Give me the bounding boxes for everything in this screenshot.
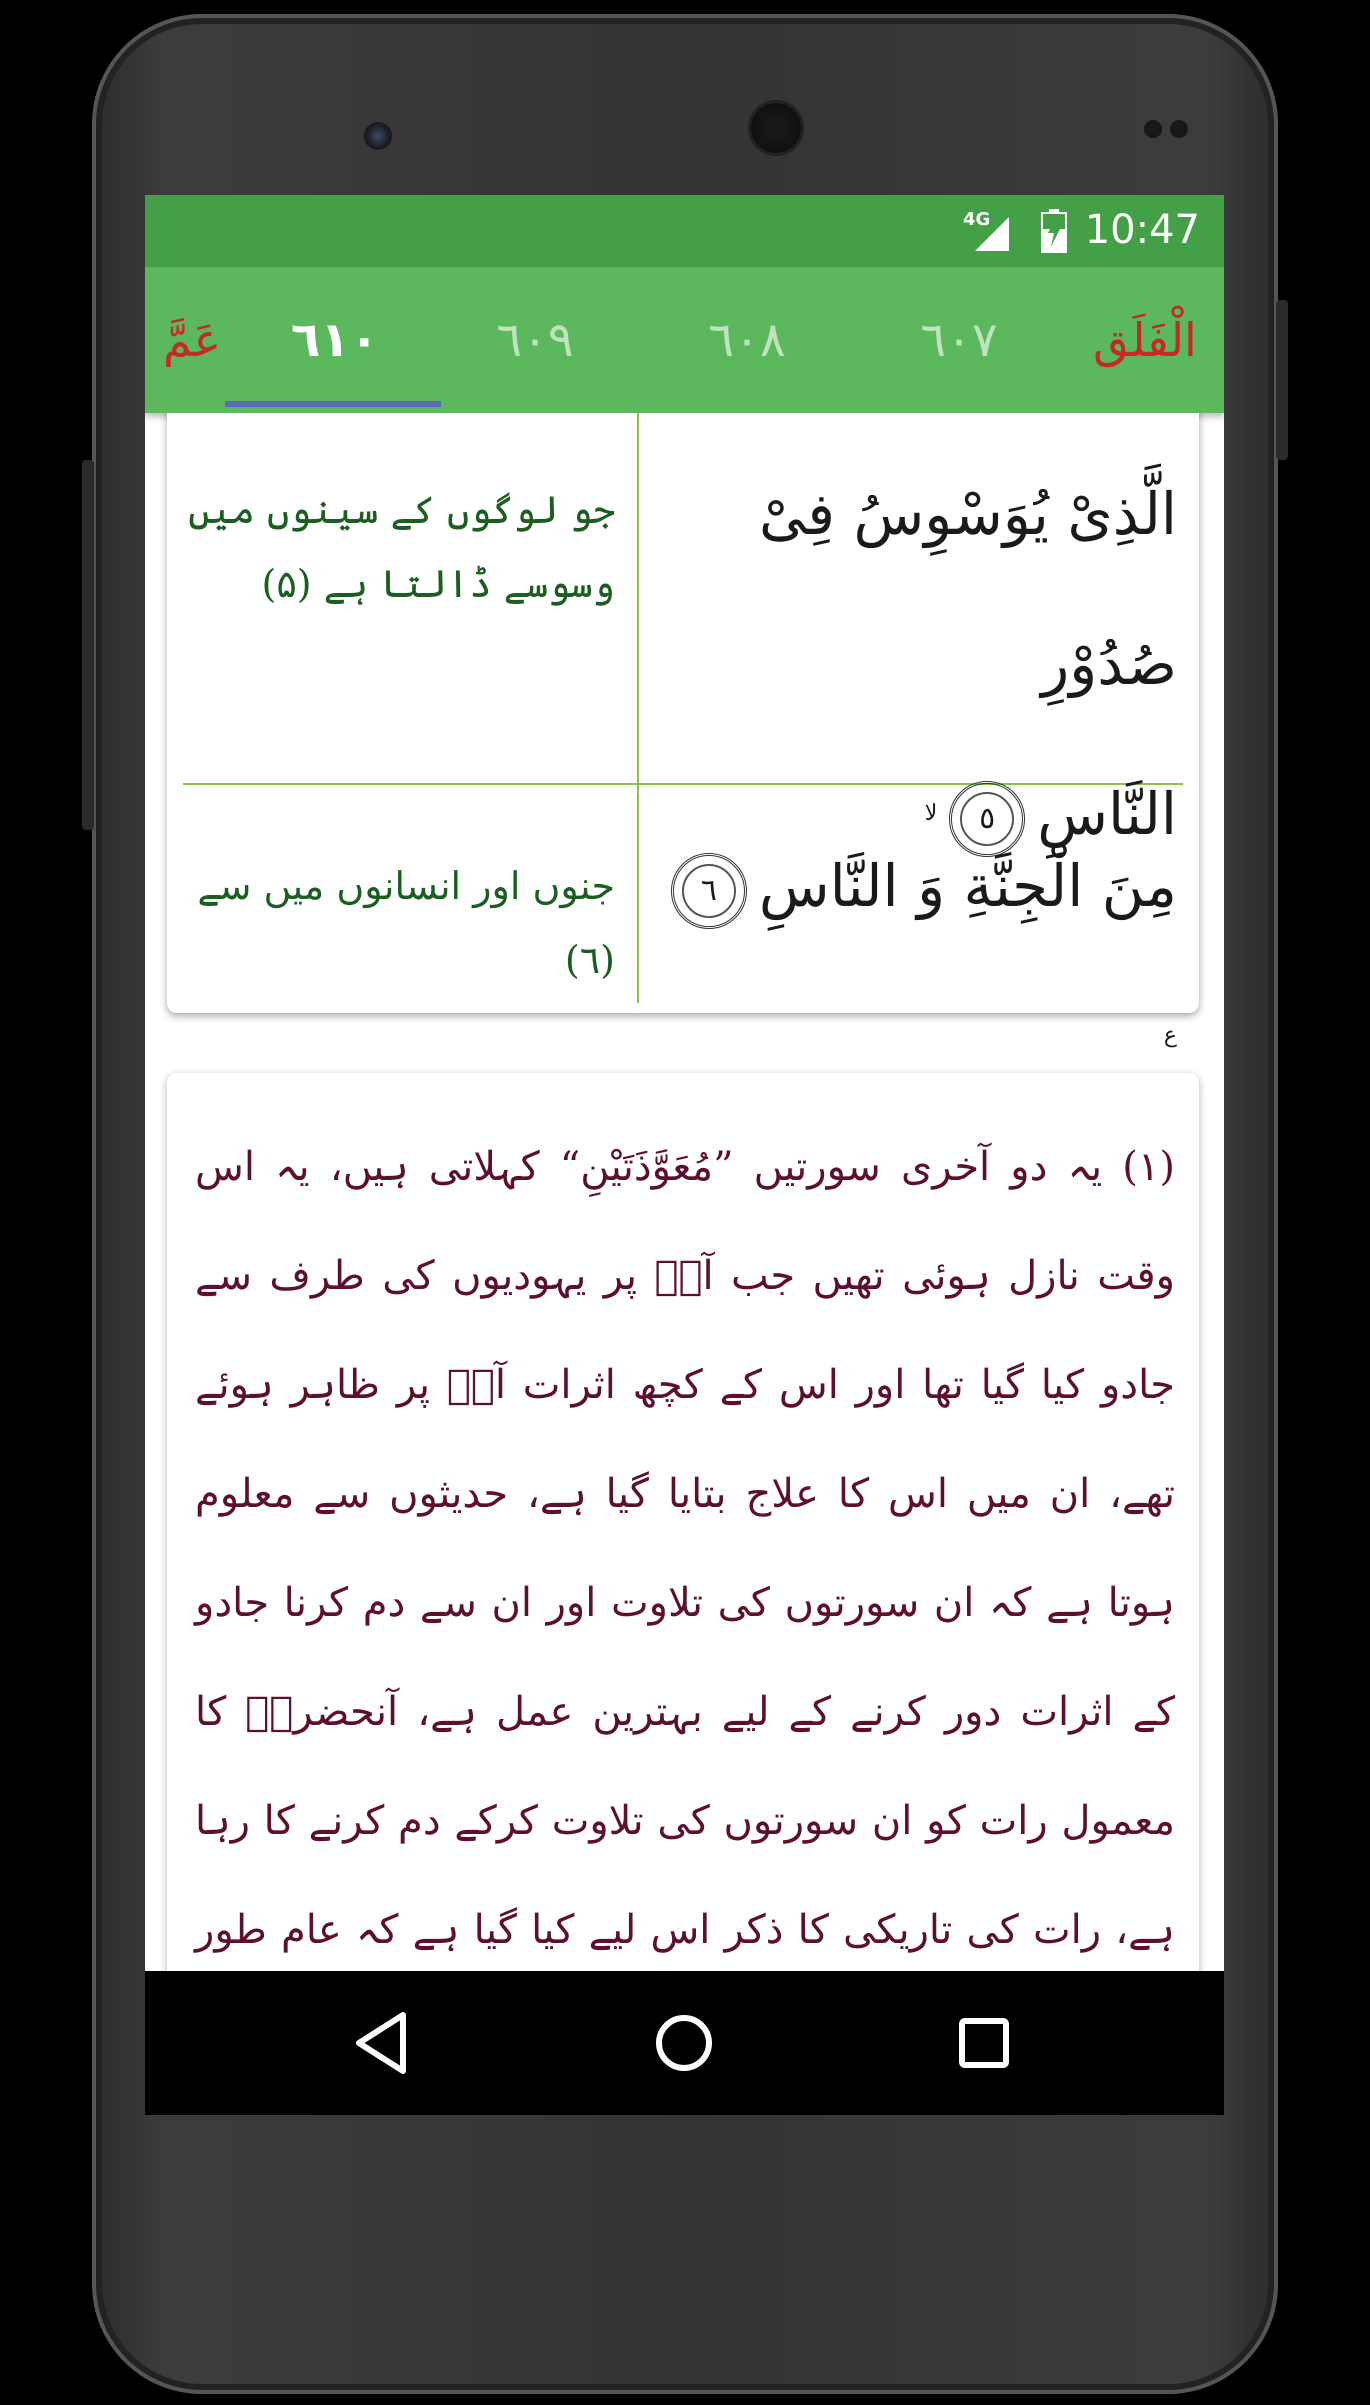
commentary-card xyxy=(167,1073,1199,2115)
tab-page-608[interactable]: ٦٠٨ xyxy=(708,312,786,368)
clock: 10:47 xyxy=(1084,207,1200,253)
verse-arabic xyxy=(657,811,1177,1111)
ayah-number: ٦ xyxy=(700,872,717,908)
network-type: 4G xyxy=(963,209,991,230)
reading-pane[interactable] xyxy=(145,413,1224,2115)
tab-page-609[interactable]: ٦٠٩ xyxy=(496,312,574,368)
page-tab-bar xyxy=(145,267,1224,413)
verse-arabic-line: مِنَ الْجِنَّةِ وَ النَّاسِ xyxy=(758,852,1177,920)
tab-surah-amma[interactable]: عَمَّ xyxy=(162,313,222,367)
tab-surah-falaq[interactable]: الْفَلَق xyxy=(1093,313,1197,367)
active-tab-indicator xyxy=(225,401,441,407)
commentary-text: (۱) یہ دو آخری سورتیں ”مُعَوَّذَتَیْنِ“ کہلاتی ہیں، یہ اس وقت نازل ہوئی تھیں جب آپؐ پر یہودیوں کی طرف سے جادو کیا گیا تھا اور اس کے کچھ اثرات آپؐ پر ظاہر ہوئے تھے، ان میں اس کا علاج بتایا گیا ہے، حدیثوں سے معلوم ہوتا ہے کہ ان سورتوں کی تلاوت اور ان سے دم کرنا جادو کے اثرات دور کرنے کے لیے بہترین عمل ہے، آنحضرتؐ کا معمول رات کو ان سورتوں کی تلاوت کرکے دم کرنے کا رہا ہے، رات کی تاریکی کا ذکر اس لیے کیا گیا ہے کہ عام طور xyxy=(195,1144,1175,1953)
tab-page-607[interactable]: ٦٠٧ xyxy=(920,312,998,368)
screen xyxy=(145,195,1224,2115)
waqf-mark: لا xyxy=(924,801,938,826)
tab-page-610[interactable]: ٦١٠ xyxy=(291,312,379,368)
column-divider xyxy=(637,413,639,1003)
ayah-number-marker xyxy=(671,853,747,929)
verse-translation: جنوں اور انسانوں میں سے (٦) xyxy=(197,864,615,982)
volume-button xyxy=(82,460,94,830)
verse-arabic-line: الَّذِیْ یُوَسْوِسُ فِیْ صُدُوْرِ xyxy=(758,480,1177,698)
back-triangle-icon[interactable] xyxy=(341,2001,425,2085)
front-camera-icon xyxy=(364,122,392,150)
earpiece-speaker-icon xyxy=(748,100,804,156)
sensors-icon xyxy=(1144,120,1204,140)
signal-icon xyxy=(971,213,1011,253)
recents-square-icon[interactable] xyxy=(942,2001,1026,2085)
waqf-mark: ع xyxy=(1163,1023,1177,1048)
ayah-number: ٥ xyxy=(979,800,996,836)
status-bar xyxy=(145,195,1224,267)
verse-card xyxy=(167,413,1199,1048)
navigation-bar xyxy=(145,1971,1224,2115)
verse-translation: جو لوگوں کے سینوں میں وسوسے ڈالتا ہے (۵) xyxy=(188,488,615,606)
power-button xyxy=(1276,300,1288,460)
home-circle-icon[interactable] xyxy=(642,2001,726,2085)
verse-arabic-word: النَّاسِ xyxy=(1037,780,1177,848)
battery-charging-icon xyxy=(1041,209,1067,253)
